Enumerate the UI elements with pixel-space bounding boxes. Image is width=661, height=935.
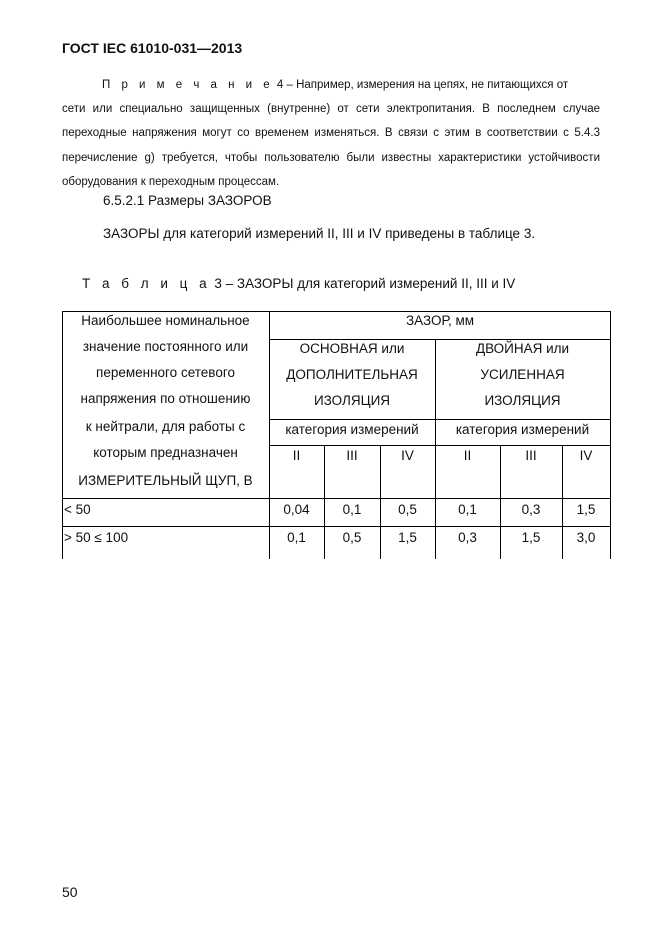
value-cell: 1,5 (521, 530, 541, 545)
value-cell: 0,04 (283, 502, 310, 517)
stub-header-line: значение постоянного или (82, 339, 249, 354)
insulation-header-line: ИЗОЛЯЦИЯ (313, 393, 391, 408)
insulation-header-line: ДВОЙНАЯ или (475, 341, 570, 356)
clearance-table (62, 311, 611, 559)
category-header: II (463, 448, 472, 463)
table-caption-text: 3 – ЗАЗОРЫ для категорий измерений II, III и IV (210, 276, 516, 291)
section-paragraph: ЗАЗОРЫ для категорий измерений II, III и IV приведены в таблице 3. (103, 226, 536, 241)
section-heading: 6.5.2.1 Размеры ЗАЗОРОВ (103, 193, 272, 208)
category-label: категория измерений (285, 422, 419, 437)
value-cell: 0,1 (342, 502, 362, 517)
note-label: П р и м е ч а н и е (102, 79, 274, 91)
stub-header-line: которым предназначен (93, 445, 238, 460)
stub-header-line: Наибольшее номинальное (81, 313, 250, 328)
category-label: категория измерений (455, 422, 590, 437)
value-cell: 0,3 (458, 530, 477, 545)
insulation-header-line: ОСНОВНАЯ или (299, 341, 405, 356)
value-cell: 1,5 (576, 502, 596, 517)
value-cell: 0,1 (458, 502, 477, 517)
voltage-cell: > 50 ≤ 100 (64, 530, 129, 545)
stub-header-line: ИЗМЕРИТЕЛЬНЫЙ ЩУП, В (78, 473, 253, 488)
note-block (62, 73, 600, 194)
value-cell: 0,5 (398, 502, 417, 517)
value-cell: 0,3 (521, 502, 541, 517)
table-rule (269, 339, 611, 340)
category-header: III (346, 448, 358, 463)
note-first-text: 4 – Например, измерения на цепях, не питающихся от (273, 79, 569, 91)
table-rule (269, 419, 611, 420)
stub-header-line: к нейтрали, для работы с (85, 419, 246, 434)
table-rule (62, 311, 611, 312)
insulation-header-line: ДОПОЛНИТЕЛЬНАЯ (286, 367, 418, 382)
note-first-line (62, 73, 600, 97)
category-header: II (292, 448, 301, 463)
value-cell: 0,5 (342, 530, 362, 545)
page-number: 50 (62, 884, 78, 900)
insulation-header-line: ИЗОЛЯЦИЯ (484, 393, 561, 408)
table-rule (62, 526, 611, 527)
table-rule (269, 445, 611, 446)
table-rule (62, 498, 611, 499)
value-cell: 1,5 (398, 530, 417, 545)
table-rule (610, 311, 611, 559)
stub-header-line: напряжения по отношению (80, 391, 251, 406)
group-header: ЗАЗОР, мм (405, 313, 475, 328)
stub-header-line: переменного сетевого (96, 365, 235, 380)
category-header: III (525, 448, 537, 463)
note-text: сети или специально защищенных (внутренне) от сети электропитания. В последнем случае переходные напряжения могут со временем изменяться. В связи с этим в соответствии с 5.4.3 перечисление g) требуется, чтобы пользователю были известны характеристики устойчивости оборудования к переходным процессам. (62, 103, 600, 188)
table-caption-label: Т а б л и ц а (82, 276, 211, 291)
value-cell: 3,0 (576, 530, 596, 545)
voltage-cell: < 50 (64, 502, 91, 517)
value-cell: 0,1 (287, 530, 306, 545)
table-caption (82, 276, 515, 291)
document-header: ГОСТ IEC 61010-031—2013 (62, 40, 243, 56)
insulation-header-line: УСИЛЕННАЯ (480, 367, 565, 382)
category-header: IV (579, 448, 593, 463)
category-header: IV (401, 448, 414, 463)
